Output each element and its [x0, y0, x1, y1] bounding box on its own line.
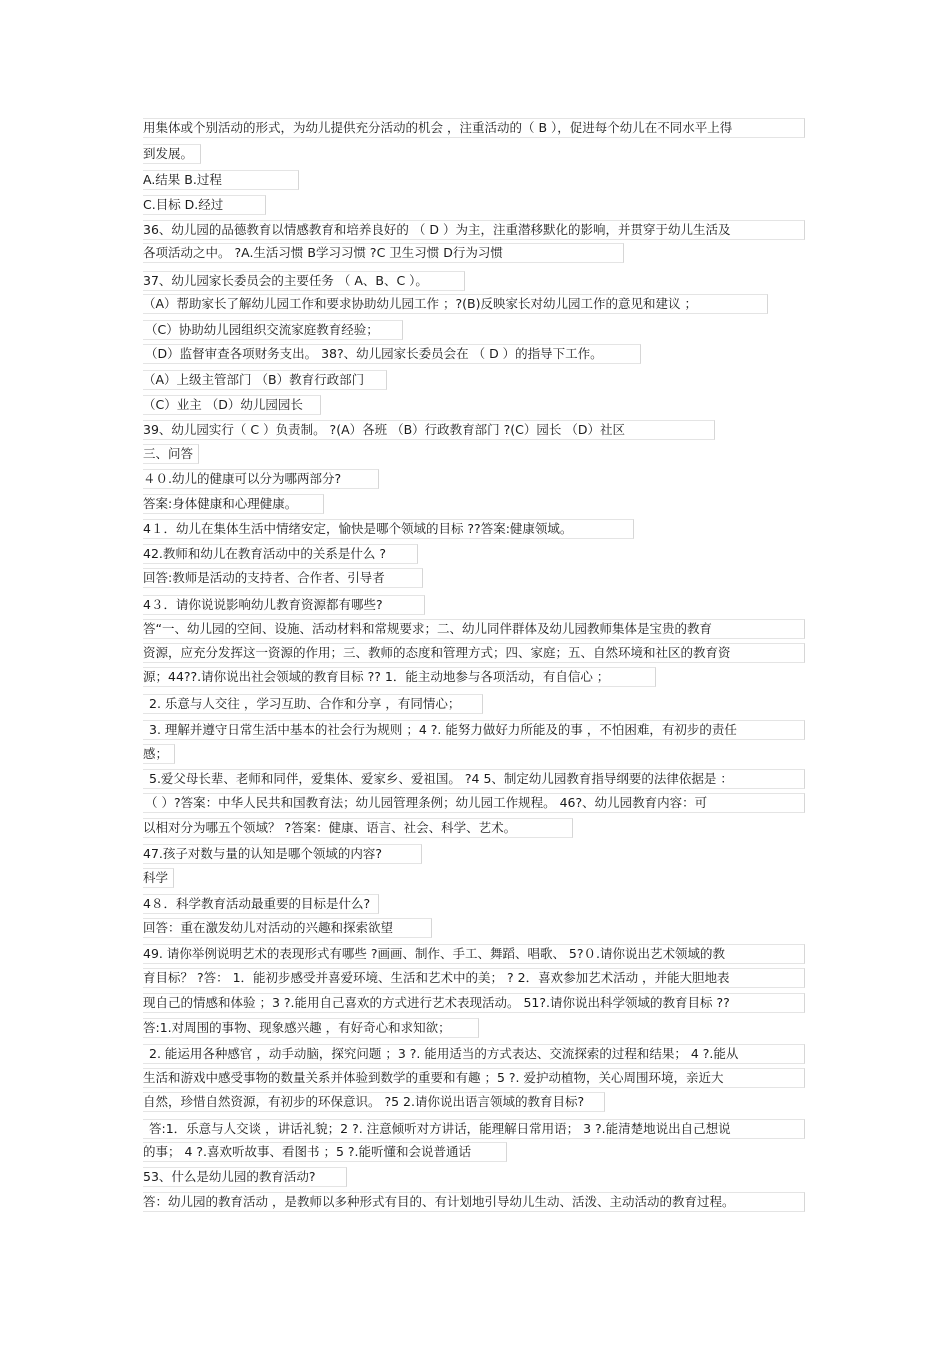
answer-51-item-1: 答:1.对周围的事物、现象感兴趣 ，有好奇心和求知欲； [143, 1020, 451, 1035]
question-38-options-ab: （A）上级主管部门 （B）教育行政部门 [143, 372, 365, 387]
question-49-and-50: 49. 请你举例说明艺术的表现形式有哪些 ?画画、制作、手工、舞蹈、唱歌、 5?０.请你说出艺术领域的教 [143, 946, 725, 961]
question-41: 4１．幼儿在集体生活中情绪安定，愉快是哪个领域的目标 ??答案:健康领域。 [143, 521, 573, 536]
answer-48: 回答：重在激发幼儿对活动的兴趣和探索欲望 [143, 920, 394, 935]
question-43: 4３．请你说说影响幼儿教育资源都有哪些? [143, 597, 383, 612]
question-37: 37、幼儿园家长委员会的主要任务 （ A、B、C ）。 [143, 273, 428, 288]
answer-53: 答：幼儿园的教育活动 ，是教师以多种形式有目的、有计划地引导幼儿生动、活泼、主动活动的教育过程。 [143, 1194, 735, 1209]
question-37-options-ab: （A）帮助家长了解幼儿园工作和要求协助幼儿园工作 ；?(B)反映家长对幼儿园工作的意见和建议 ； [143, 296, 697, 311]
option-line-ab: A.结果 B.过程 [143, 172, 222, 187]
question-39: 39、幼儿园实行（ C ）负责制。 ?(A）各班 （B）行政教育部门 ?(C）园长 （D）社区 [143, 422, 625, 437]
answer-44-item-3-4: 3. 理解并遵守日常生活中基本的社会行为规则 ；4 ?. 能努力做好力所能及的事 ，不怕困难，有初步的责任 [149, 722, 737, 737]
question-42: 42.教师和幼儿在教育活动中的关系是什么 ? [143, 546, 386, 561]
answer-43-line-2: 资源，应充分发挥这一资源的作用；三、教师的态度和管理方式；四、家庭；五、自然环境和社区的教育资 [143, 645, 731, 660]
answer-43-line-1: 答“一、幼儿园的空间、设施、活动材料和常规要求；二、幼儿同伴群体及幼儿园教师集体是宝贵的教育 [143, 621, 712, 636]
question-36: 36、幼儿园的品德教育以情感教育和培养良好的 （ D ）为主，注重潜移默化的影响，并贯穿于幼儿生活及 [143, 222, 731, 237]
text-line-2: 到发展。 [143, 146, 194, 161]
answer-51-item-4-5: 生活和游戏中感受事物的数量关系并体验到数学的重要和有趣 ；5 ?. 爱护动植物，关心周围环境，亲近大 [143, 1070, 724, 1085]
answer-47: 科学 [143, 870, 169, 885]
answer-52-line-1: 答:1．乐意与人交谈 ，讲话礼貌；2 ?. 注意倾听对方讲话，能理解日常用语； 3 ?.能清楚地说出自己想说 [149, 1121, 731, 1136]
answer-45-and-46: （ ）?答案：中华人民共和国教育法；幼儿园管理条例；幼儿园工作规程。 46?、幼儿园教育内容：可 [145, 795, 708, 810]
answer-52-line-2: 的事； 4 ?.喜欢听故事、看图书 ；5 ?.能听懂和会说普通话 [143, 1144, 472, 1159]
answer-40: 答案:身体健康和心理健康。 [143, 496, 298, 511]
question-47: 47.孩子对数与量的认知是哪个领域的内容? [143, 846, 383, 861]
question-37-option-c: （C）协助幼儿园组织交流家庭教育经验； [145, 322, 379, 337]
text-line-1: 用集体或个别活动的形式，为幼儿提供充分活动的机会 ，注重活动的（ B ），促进每个幼儿在不同水平上得 [143, 120, 733, 135]
question-53: 53、什么是幼儿园的教育活动? [143, 1169, 316, 1184]
answer-44-item-4-end: 感； [143, 746, 169, 761]
answer-51-item-2-4: 2. 能运用各种感官 ，动手动脑，探究问题 ；3 ?. 能用适当的方式表达、交流探索的过程和结果； 4 ?.能从 [149, 1046, 739, 1061]
answer-50-line-2-and-51: 现自己的情感和体验 ；3 ?.能用自己喜欢的方式进行艺术表现活动。 51?.请你说出科学领域的教育目标 ?? [143, 995, 730, 1010]
option-line-cd: C.目标 D.经过 [143, 197, 224, 212]
answer-50-line-1: 育目标？ ?答： 1．能初步感受并喜爱环境、生活和艺术中的美； ? 2．喜欢参加艺术活动 ，并能大胆地表 [143, 970, 730, 985]
answer-46: 以相对分为哪五个领域？ ?答案：健康、语言、社会、科学、艺术。 [143, 820, 517, 835]
answer-44-item-5-and-45: 5.爱父母长辈、老师和同伴，爱集体、爱家乡、爱祖国。 ?4 5、制定幼儿园教育指导纲要的法律依据是 ： [149, 771, 733, 786]
question-48: 4８．科学教育活动最重要的目标是什么? [143, 896, 371, 911]
question-37-option-d-and-38: （D）监督审查各项财务支出。 38?、幼儿园家长委员会在 （ D ）的指导下工作。 [145, 346, 603, 361]
question-44: 源；44??.请你说出社会领域的教育目标 ?? 1．能主动地参与各项活动，有自信心 ； [143, 669, 610, 684]
answer-44-item-2: 2. 乐意与人交往 ，学习互助、合作和分享 ，有同情心； [149, 696, 461, 711]
question-36-options: 各项活动之中。 ?A.生活习惯 B学习习惯 ?C 卫生习惯 D行为习惯 [143, 245, 503, 260]
answer-51-end-and-52: 自然，珍惜自然资源，有初步的环保意识。 ?5 2.请你说出语言领域的教育目标? [143, 1094, 585, 1109]
question-38-options-cd: （C）业主 （D）幼儿园园长 [143, 397, 303, 412]
answer-42: 回答:教师是活动的支持者、合作者、引导者 [143, 570, 385, 585]
question-40: ４０.幼儿的健康可以分为哪两部分? [143, 471, 342, 486]
section-heading-qa: 三、问答 [143, 446, 194, 461]
